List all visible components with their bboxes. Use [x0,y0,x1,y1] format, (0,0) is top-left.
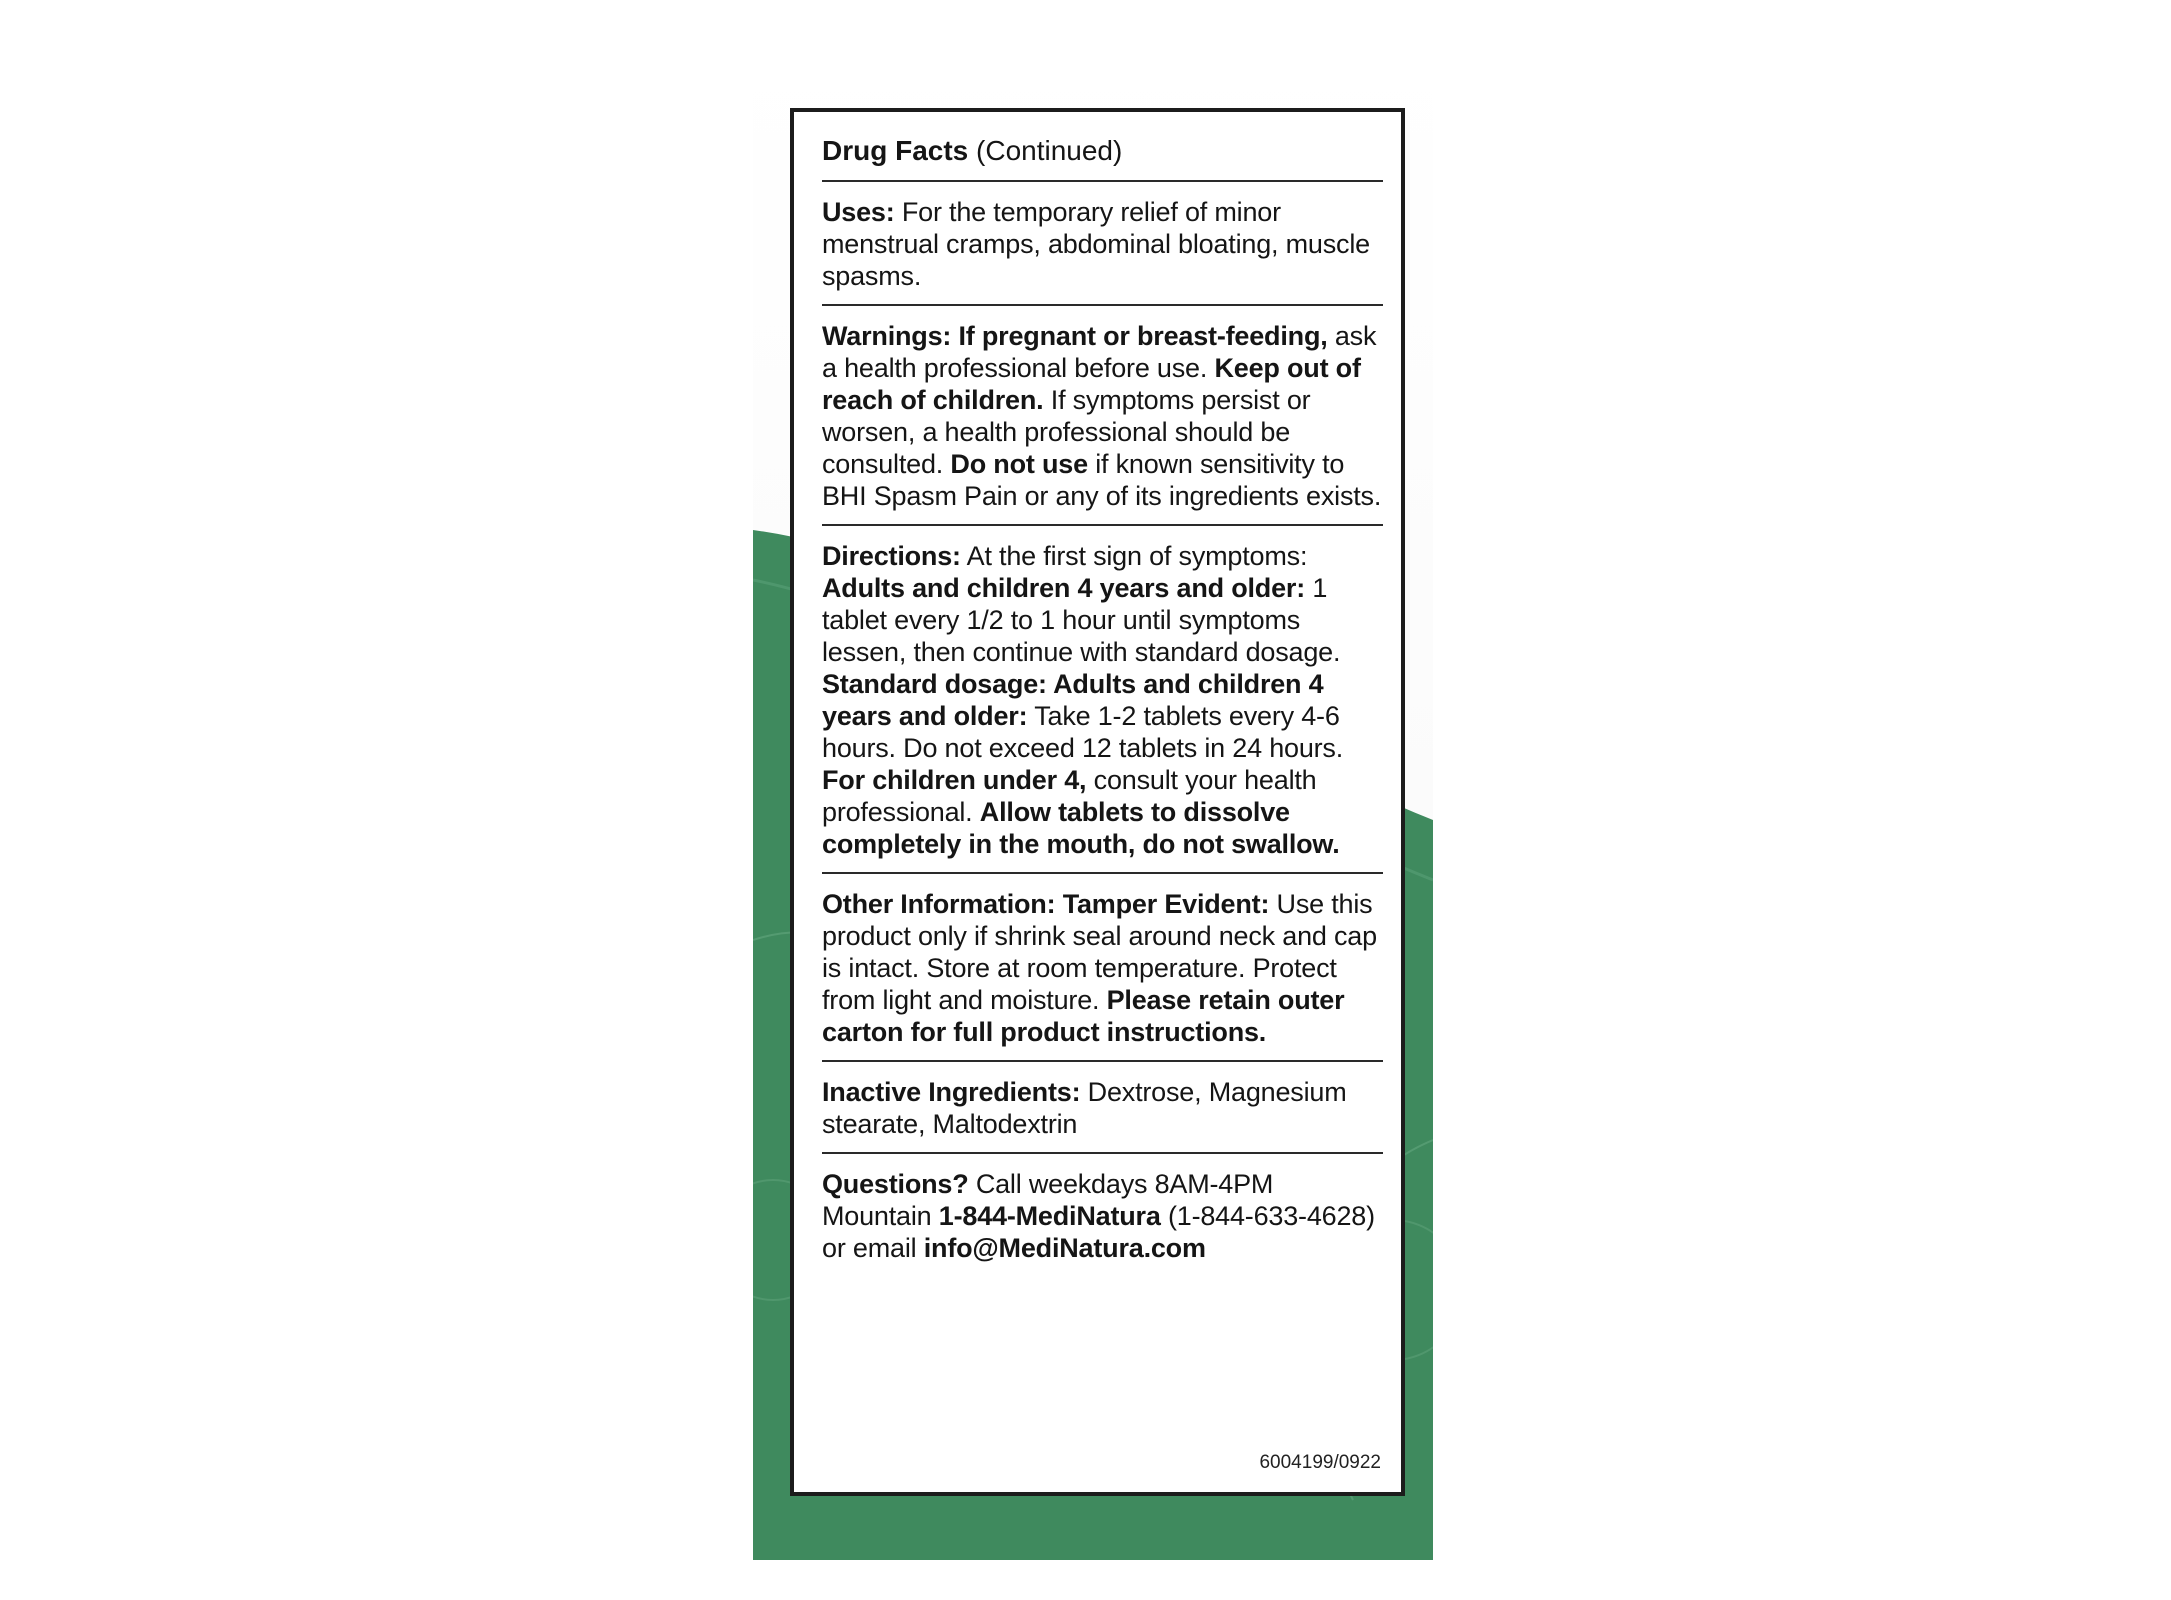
uses-label: Uses: [822,197,895,227]
other-info-bold: Please retain outer carton for full product instructions. [822,985,1345,1047]
divider [822,1152,1383,1154]
directions-text-4: consult your health professional. [822,765,1317,827]
other-information-section [822,888,1383,1048]
questions-text-2: (1-844-633-4628) or email [822,1201,1375,1263]
header-bold: Drug Facts [822,135,969,166]
header-normal: (Continued) [968,135,1123,166]
warnings-bold-3: Do not use [950,449,1088,479]
inactive-text: Dextrose, Magnesium stearate, Maltodextrin [822,1077,1347,1139]
uses-section [822,196,1383,292]
directions-text-1: At the first sign of symptoms: [960,541,1308,571]
questions-section [822,1168,1383,1264]
questions-text-1: Call weekdays 8AM-4PM Mountain [822,1169,1274,1231]
warnings-text-3: if known sensitivity to BHI Spasm Pain or any of its ingredients exists. [822,449,1382,511]
directions-text-3: Take 1-2 tablets every 4-6 hours. Do not exceed 12 tablets in 24 hours. [822,701,1344,763]
divider [822,1060,1383,1062]
drug-facts-panel [790,108,1405,1496]
other-info-text: Use this product only if shrink seal around neck and cap is intact. Store at room temperature. Protect from light and moisture. [822,889,1377,1015]
warnings-section [822,320,1383,512]
divider [822,872,1383,874]
uses-text: For the temporary relief of minor menstrual cramps, abdominal bloating, muscle spasms. [822,197,1370,291]
inactive-ingredients-section [822,1076,1383,1140]
warnings-bold-1: If pregnant or breast-feeding, [958,321,1328,351]
product-carton [753,40,1433,1560]
drug-facts-header [822,134,1383,168]
directions-label: Directions: [822,541,961,571]
other-info-label: Other Information: Tamper Evident: [822,889,1270,919]
divider [822,524,1383,526]
warnings-bold-2: Keep out of reach of children. [822,353,1361,415]
directions-text-2: 1 tablet every 1/2 to 1 hour until symptoms lessen, then continue with standard dosage. [822,573,1341,667]
inactive-label: Inactive Ingredients: [822,1077,1081,1107]
directions-section [822,540,1383,860]
warnings-text-1: ask a health professional before use. [822,321,1377,383]
divider [822,304,1383,306]
lot-code: 6004199/0922 [1259,1452,1381,1473]
questions-label: Questions? [822,1169,969,1199]
warnings-label: Warnings: [822,321,959,351]
directions-bold-2: Standard dosage: Adults and children 4 years and older: [822,669,1324,731]
phone-number: 1-844-MediNatura [938,1201,1161,1231]
directions-bold-4: Allow tablets to dissolve completely in the mouth, do not swallow. [822,797,1340,859]
email-address: info@MediNatura.com [923,1233,1206,1263]
directions-bold-1: Adults and children 4 years and older: [822,573,1306,603]
divider [822,180,1383,182]
directions-bold-3: For children under 4, [822,765,1087,795]
warnings-text-2: If symptoms persist or worsen, a health professional should be consulted. [822,385,1311,479]
